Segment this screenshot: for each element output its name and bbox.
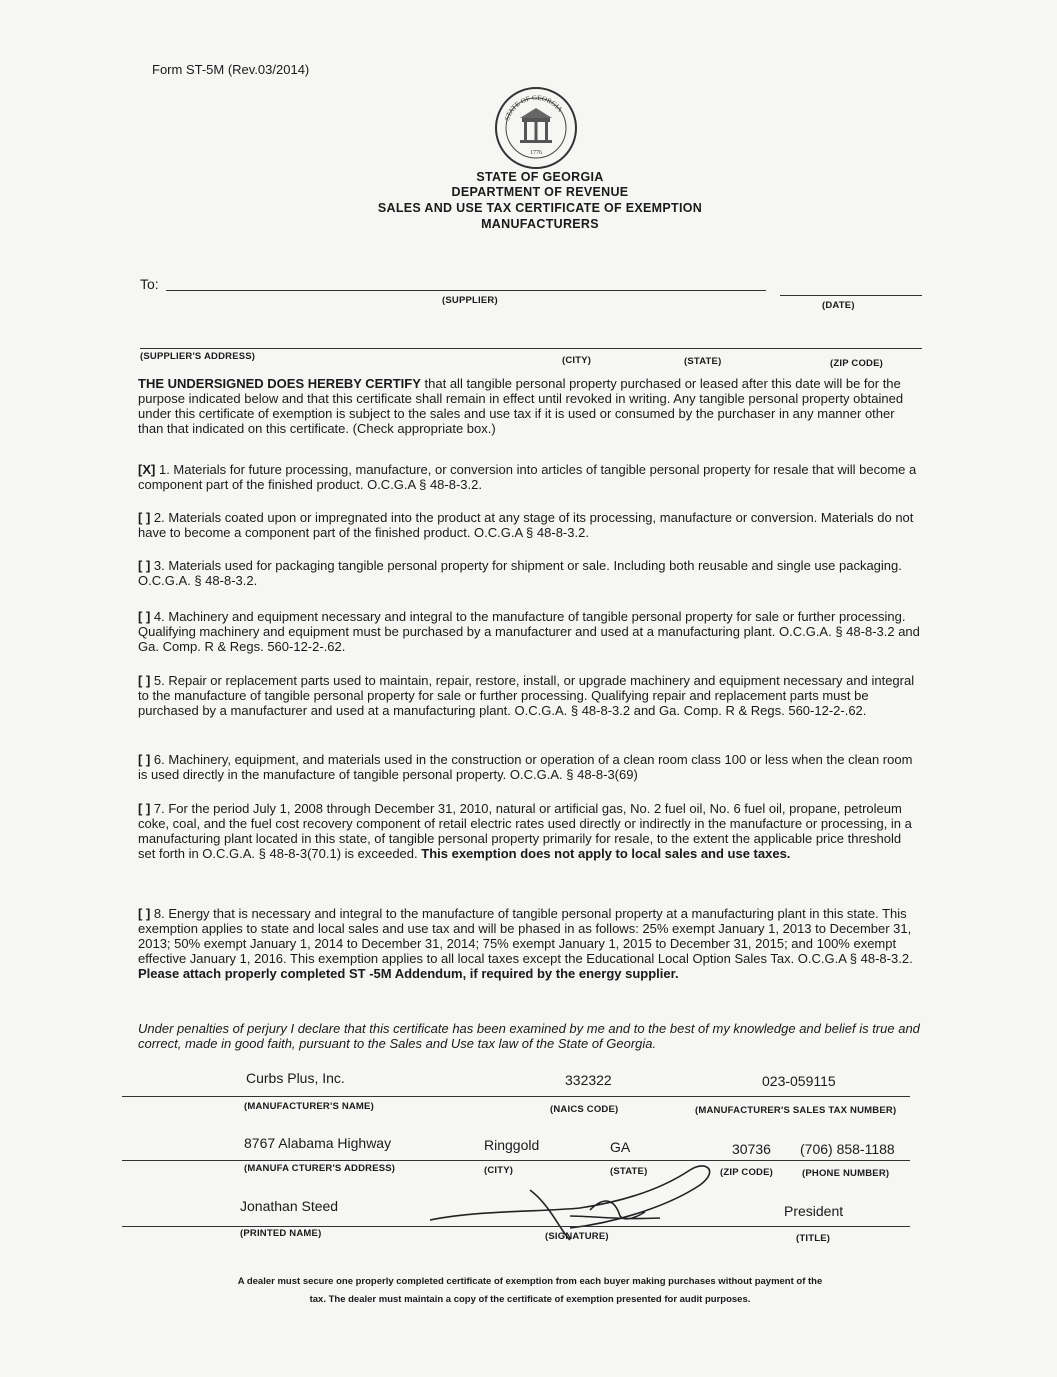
form-id: Form ST-5M (Rev.03/2014) bbox=[152, 62, 310, 77]
signature-line bbox=[122, 1226, 910, 1227]
option-6 bbox=[138, 752, 920, 782]
header-state: STATE OF GEORGIA bbox=[476, 170, 604, 184]
option-8 bbox=[138, 906, 920, 981]
signature-label: (SIGNATURE) bbox=[545, 1231, 609, 1242]
tax-number-label: (MANUFACTURER'S SALES TAX NUMBER) bbox=[695, 1105, 897, 1116]
certify-text: that all tangible personal property purchased or leased after this date will be for the purpose indicated below and that this certificate shall remain in effect until revoked in writing. Any tangible personal property obtained under this certificate of exemption is subject to the sales and use tax if it is used or consumed by the purchaser in any manner other than that indicated on this certificate. (Check appropriate box.) bbox=[138, 376, 904, 436]
to-label: To: bbox=[140, 276, 159, 292]
zip-label: (ZIP CODE) bbox=[720, 1167, 774, 1178]
manufacturer-state[interactable]: GA bbox=[610, 1139, 631, 1155]
manufacturer-line bbox=[122, 1096, 910, 1097]
manufacturer-name[interactable]: Curbs Plus, Inc. bbox=[246, 1070, 345, 1086]
manufacturer-phone[interactable]: (706) 858-1188 bbox=[800, 1141, 895, 1157]
svg-text:STATE OF GEORGIA: STATE OF GEORGIA bbox=[503, 93, 565, 122]
supplier-address-line[interactable] bbox=[140, 348, 922, 349]
sales-tax-number[interactable]: 023-059115 bbox=[762, 1073, 836, 1089]
option-8-note: Please attach properly completed ST -5M Addendum, if required by the energy supplier. bbox=[138, 966, 679, 981]
option-2-text: 2. Materials coated upon or impregnated into the product at any stage of its processing, manufacture or conversion. Materials do not have to become a component part of the finished product. O.C.G.A § 48-8-3.2. bbox=[138, 510, 914, 540]
option-3-checkbox[interactable]: [ ] bbox=[138, 558, 151, 573]
option-7-text: 7. For the period July 1, 2008 through December 31, 2010, natural or artificial gas, No. 2 fuel oil, No. 6 fuel oil, propane, petroleum coke, coal, and the fuel cost recovery component of retail electric rates used directly or indirectly in the manufacture or processing, in a manufacturing plant located in this state, of tangible personal property primarily for resale, to the extent the applicable price threshold set forth in O.C.G.A. § 48-8-3(70.1) is exceeded. bbox=[138, 801, 912, 861]
option-1-text: 1. Materials for future processing, manufacture, or conversion into articles of tangible personal property for resale that will become a component part of the finished product. O.C.G.A § 48-8-3.2. bbox=[138, 462, 917, 492]
supplier-line[interactable] bbox=[166, 290, 766, 291]
perjury-statement: Under penalties of perjury I declare that this certificate has been examined by me and to the best of my knowledge and belief is true and correct, made in good faith, pursuant to the Sales and Use tax law of the State of Georgia. bbox=[138, 1021, 920, 1051]
manufacturer-zip[interactable]: 30736 bbox=[732, 1141, 771, 1157]
supplier-city-label: (CITY) bbox=[562, 355, 592, 366]
option-5-text: 5. Repair or replacement parts used to maintain, repair, restore, install, or upgrade machinery and equipment necessary and integral to the manufacture of tangible personal property for sale or further processing. Qualifying repair and replacement parts must be purchased by a manufacturer and used at a manufacturing plant. O.C.G.A. § 48-8-3.2 and Ga. Comp. R & Regs. 560-12-2-.62. bbox=[138, 673, 915, 718]
header-manufacturers: MANUFACTURERS bbox=[481, 217, 599, 231]
printed-name-label: (PRINTED NAME) bbox=[240, 1228, 322, 1239]
svg-text:1776: 1776 bbox=[530, 150, 542, 156]
date-label: (DATE) bbox=[822, 300, 855, 311]
option-4-checkbox[interactable]: [ ] bbox=[138, 609, 151, 624]
option-7-note: This exemption does not apply to local sales and use taxes. bbox=[417, 846, 791, 861]
option-1-checkbox[interactable]: [X] bbox=[138, 462, 156, 477]
phone-label: (PHONE NUMBER) bbox=[802, 1168, 890, 1179]
option-4-text: 4. Machinery and equipment necessary and integral to the manufacture of tangible personal property for sale or further processing. Qualifying machinery and equipment must be purchased by a manufacturer and used at a manufacturing plant. O.C.G.A. § 48-8-3.2 and Ga. Comp. R & Regs. 560-12-2-.62. bbox=[138, 609, 920, 654]
option-6-checkbox[interactable]: [ ] bbox=[138, 752, 151, 767]
printed-name[interactable]: Jonathan Steed bbox=[240, 1198, 339, 1214]
footer-note bbox=[150, 1273, 910, 1309]
naics-code[interactable]: 332322 bbox=[565, 1072, 612, 1088]
option-6-text: 6. Machinery, equipment, and materials used in the construction or operation of a clean room class 100 or less when the clean room is used directly in the manufacture of tangible personal property. O.C.G.A. § 48-8-3(69) bbox=[138, 752, 913, 782]
option-7 bbox=[138, 801, 920, 861]
option-5 bbox=[138, 673, 920, 718]
supplier-label: (SUPPLIER) bbox=[442, 295, 498, 306]
supplier-zip-label: (ZIP CODE) bbox=[830, 358, 884, 369]
header-department: DEPARTMENT OF REVENUE bbox=[451, 185, 629, 199]
manufacturer-name-label: (MANUFACTURER'S NAME) bbox=[244, 1101, 374, 1112]
option-1 bbox=[138, 462, 920, 492]
signer-title[interactable]: President bbox=[784, 1203, 844, 1219]
option-3 bbox=[138, 558, 920, 588]
option-8-checkbox[interactable]: [ ] bbox=[138, 906, 151, 921]
option-8-text: 8. Energy that is necessary and integral to the manufacture of tangible personal property at a manufacturing plant in this state. This exemption applies to state and local sales and use tax and will be phased in as follows: 25% exempt January 1, 2013 to December 31, 2013; 50% exempt January 1, 2014 to December 31, 2014; 75% exempt January 1, 2015 to December 31, 2015; and 100% exempt effective January 1, 2016. This exemption applies to all local taxes except the Educational Local Option Sales Tax. O.C.G.A § 48-8-3.2. bbox=[138, 906, 913, 966]
footer-line-2: tax. The dealer must maintain a copy of the certificate of exemption presented for audit purposes. bbox=[309, 1294, 751, 1305]
city-label: (CITY) bbox=[484, 1165, 514, 1176]
date-line[interactable] bbox=[780, 295, 922, 296]
address-label: (MANUFA CTURER'S ADDRESS) bbox=[244, 1163, 396, 1174]
state-label: (STATE) bbox=[610, 1166, 648, 1177]
option-5-checkbox[interactable]: [ ] bbox=[138, 673, 151, 688]
option-2 bbox=[138, 510, 920, 540]
option-4 bbox=[138, 609, 920, 654]
option-7-checkbox[interactable]: [ ] bbox=[138, 801, 151, 816]
header-certificate: SALES AND USE TAX CERTIFICATE OF EXEMPTION bbox=[377, 201, 703, 215]
georgia-state-seal bbox=[494, 86, 578, 170]
certify-lead: THE UNDERSIGNED DOES HEREBY CERTIFY bbox=[138, 376, 421, 391]
naics-label: (NAICS CODE) bbox=[550, 1104, 619, 1115]
supplier-state-label: (STATE) bbox=[684, 356, 722, 367]
option-3-text: 3. Materials used for packaging tangible personal property for shipment or sale. Including both reusable and single use packaging. O.C.G.A. § 48-8-3.2. bbox=[138, 558, 902, 588]
option-2-checkbox[interactable]: [ ] bbox=[138, 510, 151, 525]
supplier-address-label: (SUPPLIER'S ADDRESS) bbox=[140, 351, 256, 362]
certify-paragraph bbox=[138, 376, 920, 436]
title-label: (TITLE) bbox=[796, 1233, 831, 1244]
footer-line-1: A dealer must secure one properly completed certificate of exemption from each buyer making purchases without payment of the bbox=[237, 1276, 823, 1287]
manufacturer-city[interactable]: Ringgold bbox=[484, 1137, 540, 1153]
manufacturer-address[interactable]: 8767 Alabama Highway bbox=[244, 1135, 392, 1151]
